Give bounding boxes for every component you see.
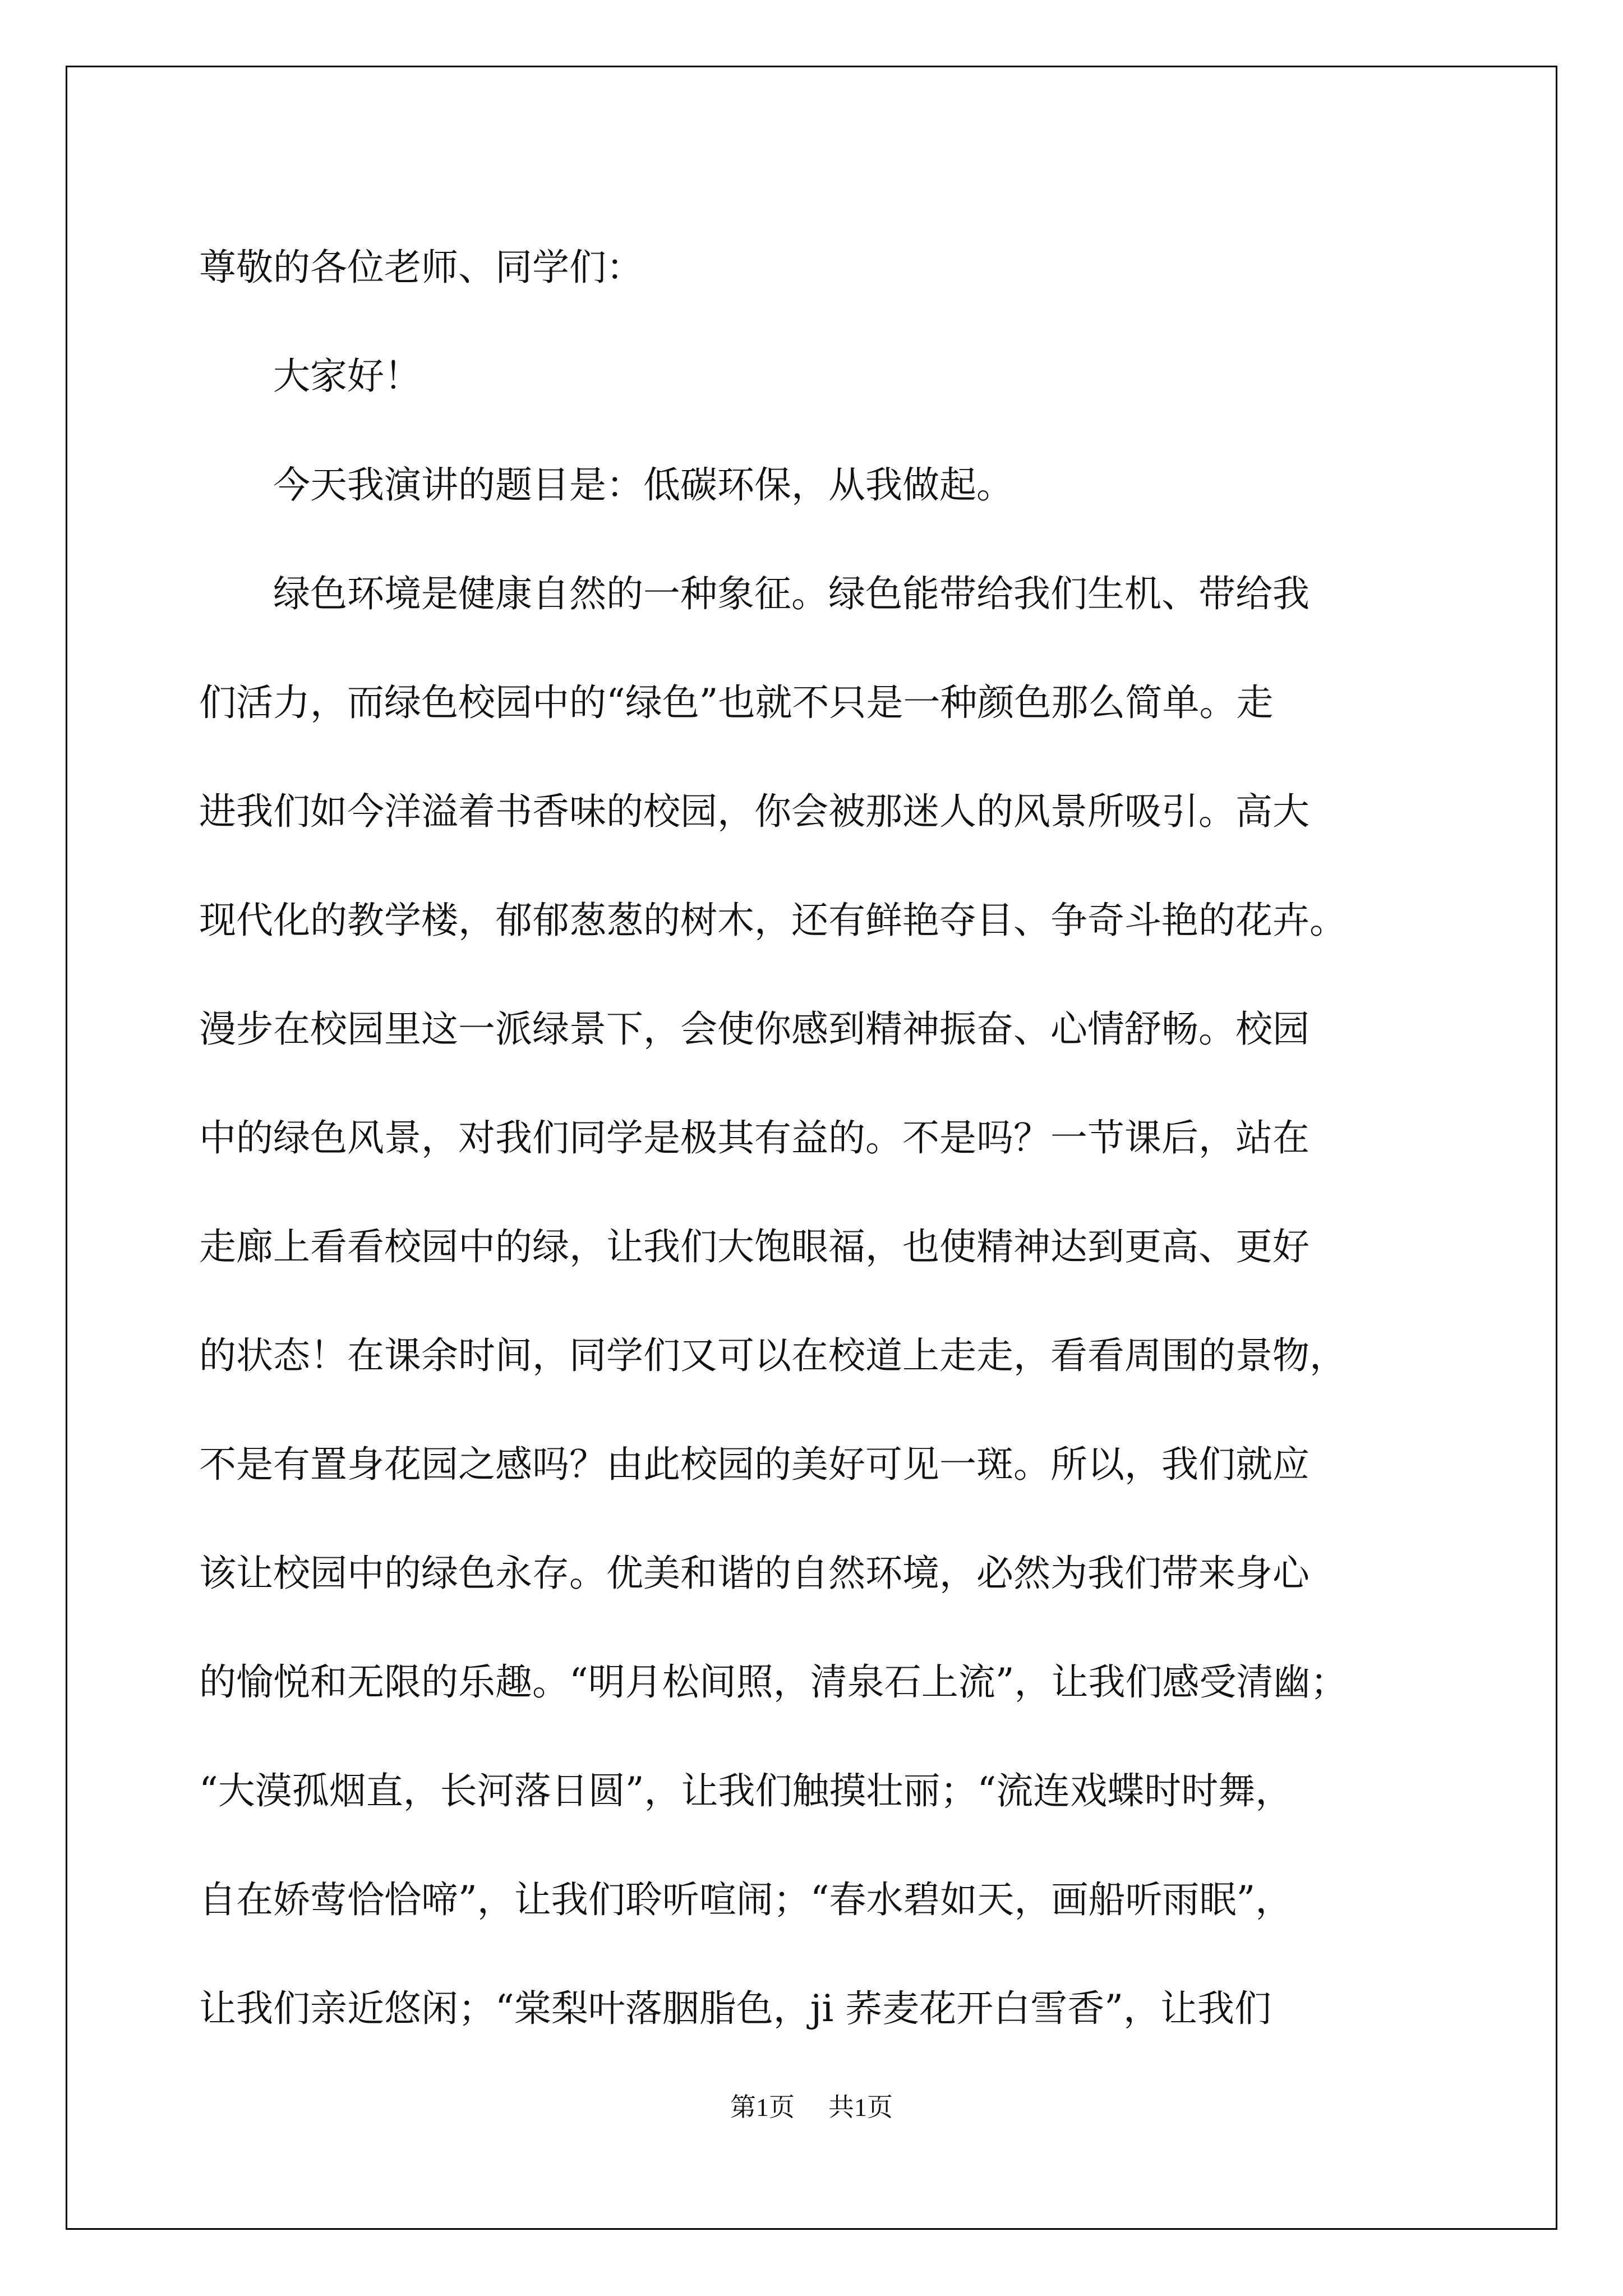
text-line: “大漠孤烟直，长河落日圆”，让我们触摸壮丽；“流连戏蝶时时舞， <box>199 1769 1293 1812</box>
text-line: 中的绿色风景，对我们同学是极其有益的。不是吗？一节课后，站在 <box>199 1116 1310 1159</box>
text-line: 尊敬的各位老师、同学们： <box>199 246 643 289</box>
text-line: 今天我演讲的题目是：低碳环保，从我做起。 <box>273 463 1013 507</box>
document-body <box>199 213 1433 2063</box>
text-line: 现代化的教学楼，郁郁葱葱的树木，还有鲜艳夺目、争奇斗艳的花卉。 <box>199 899 1347 942</box>
text-line: 们活力，而绿色校园中的“绿色”也就不只是一种颜色那么简单。走 <box>199 681 1274 724</box>
text-line: 的状态！在课余时间，同学们又可以在校道上走走，看看周围的景物， <box>199 1334 1347 1377</box>
text-line: 进我们如今洋溢着书香味的校园，你会被那迷人的风景所吸引。高大 <box>199 790 1310 833</box>
text-line: 大家好！ <box>273 355 421 398</box>
text-line: 该让校园中的绿色永存。优美和谐的自然环境，必然为我们带来身心 <box>199 1552 1310 1595</box>
page-number: 第1页 <box>730 2093 795 2122</box>
text-line: 走廊上看看校园中的绿，让我们大饱眼福，也使精神达到更高、更好 <box>199 1225 1310 1268</box>
page-count: 共1页 <box>828 2093 893 2122</box>
text-line: 不是有置身花园之感吗？由此校园的美好可见一斑。所以，我们就应 <box>199 1443 1310 1486</box>
page-footer <box>0 2087 1623 2124</box>
text-line: 绿色环境是健康自然的一种象征。绿色能带给我们生机、带给我 <box>273 572 1310 615</box>
text-line: 漫步在校园里这一派绿景下，会使你感到精神振奋、心情舒畅。校园 <box>199 1007 1310 1051</box>
text-line: 让我们亲近悠闲；“棠梨叶落胭脂色，ji 荞麦花开白雪香”，让我们 <box>199 1987 1272 2030</box>
text-line: 的愉悦和无限的乐趣。“明月松间照，清泉石上流”，让我们感受清幽； <box>199 1660 1348 1704</box>
text-line: 自在娇莺恰恰啼”，让我们聆听喧闹；“春水碧如天，画船听雨眠”， <box>199 1878 1293 1921</box>
